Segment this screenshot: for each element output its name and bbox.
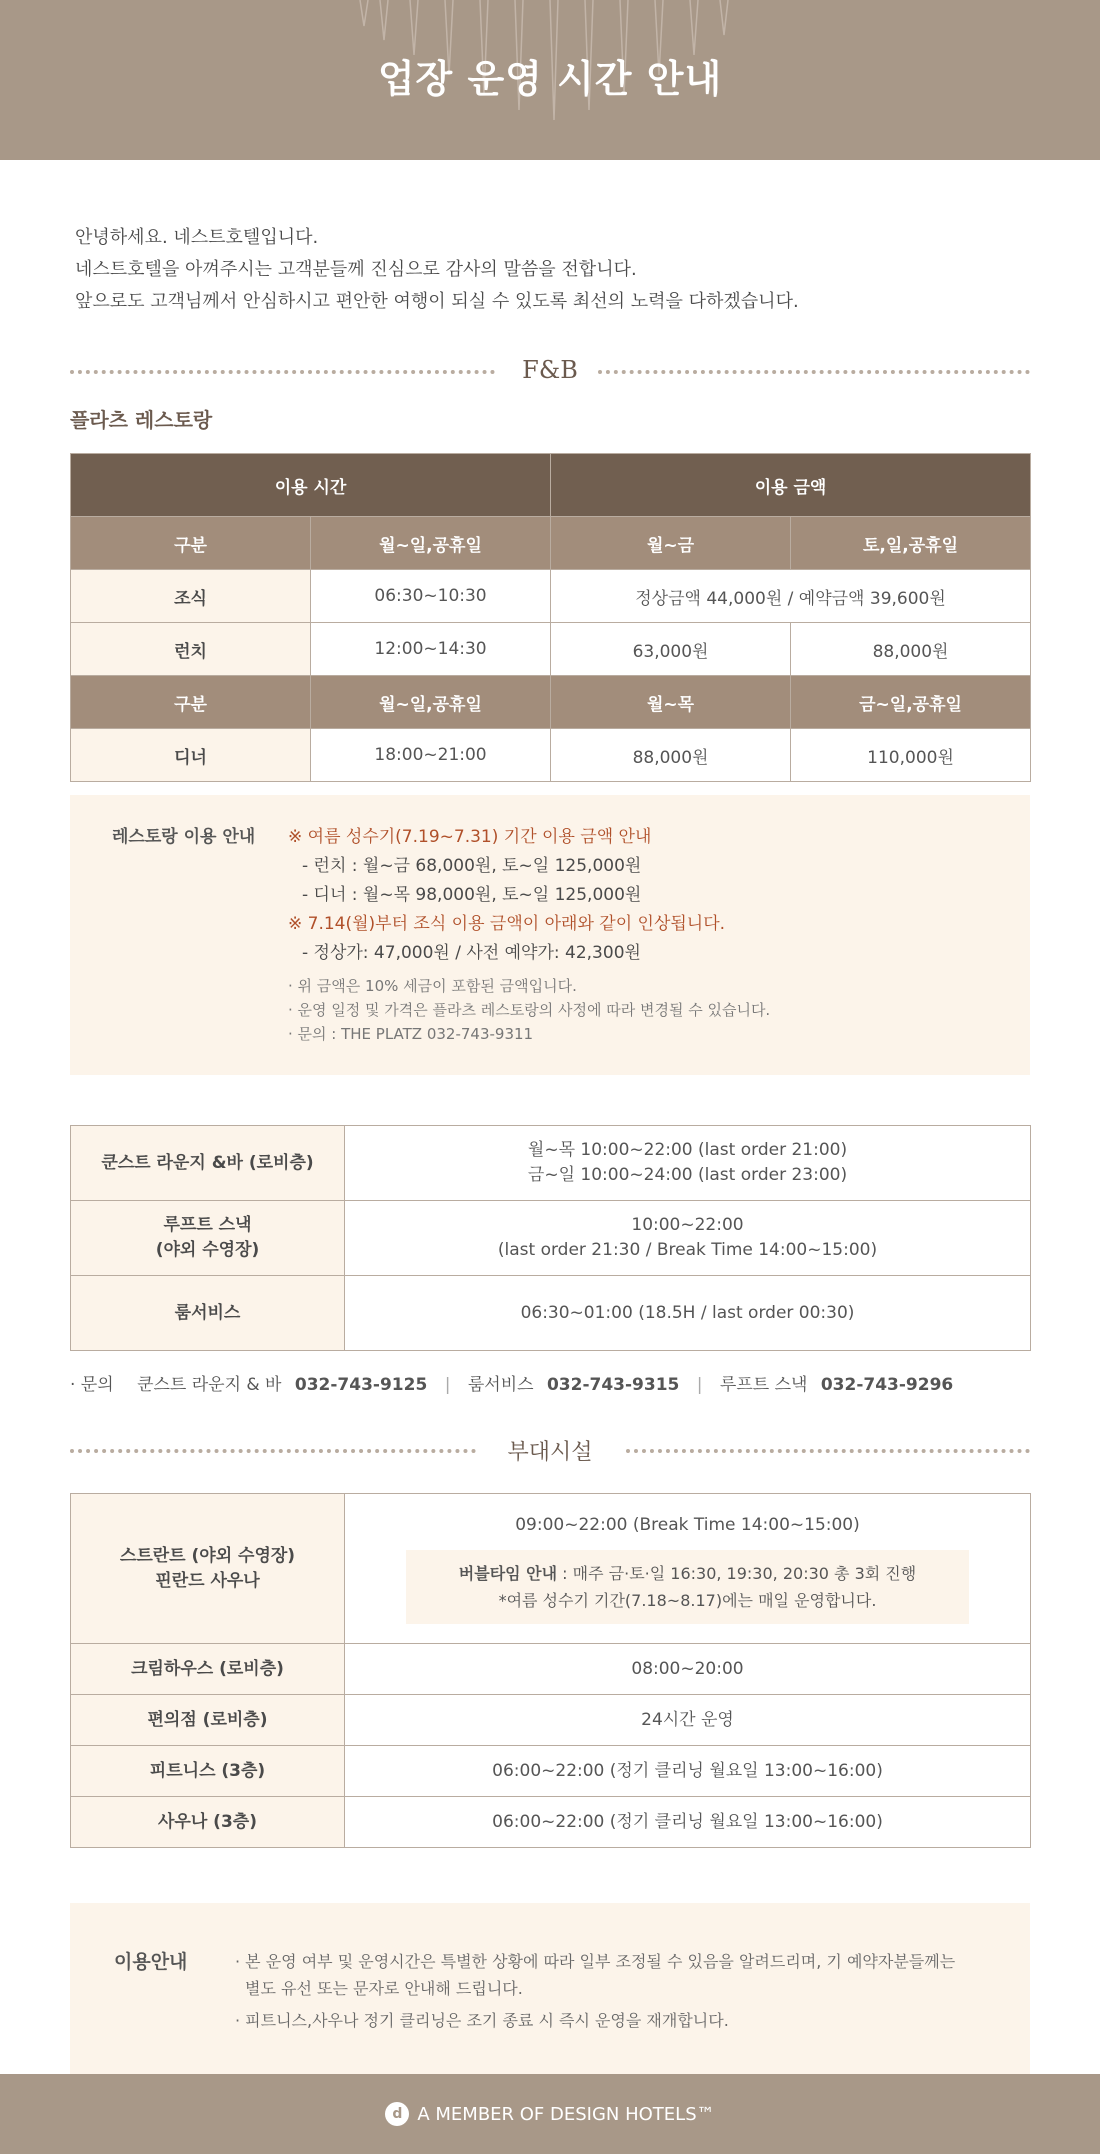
usage-notes bbox=[235, 1948, 955, 2039]
breakfast-price: - 정상가: 47,000원 / 사전 예약가: 42,300원 bbox=[302, 943, 641, 963]
section-divider-fnb bbox=[70, 356, 1030, 386]
service-hours-line: 금~일 10:00~24:00 (last order 23:00) bbox=[527, 1165, 848, 1185]
header-time: 이용 시간 bbox=[71, 454, 551, 517]
design-hotels-logo-icon: d bbox=[385, 2102, 409, 2126]
facility-name: 크림하우스 (로비층) bbox=[71, 1644, 345, 1695]
summer-notice: ※ 여름 성수기(7.19~7.31) 기간 이용 금액 안내 bbox=[288, 827, 652, 847]
header-banner bbox=[0, 0, 1100, 160]
service-hours bbox=[345, 1126, 1031, 1201]
facility-hours: 06:00~22:00 (정기 클리닝 월요일 13:00~16:00) bbox=[345, 1746, 1031, 1797]
service-hours bbox=[345, 1201, 1031, 1276]
table-row bbox=[71, 623, 1031, 676]
table-row bbox=[71, 1644, 1031, 1695]
price-cell: 63,000원 bbox=[551, 623, 791, 676]
table-row bbox=[71, 1276, 1031, 1351]
usage-notes-label: 이용안내 bbox=[114, 1951, 188, 1973]
summer-dinner: - 디너 : 월~목 98,000원, 토~일 125,000원 bbox=[302, 885, 642, 905]
time-cell: 06:30~10:30 bbox=[311, 570, 551, 623]
price-cell: 88,000원 bbox=[551, 729, 791, 782]
usage-note-line: 별도 유선 또는 문자로 안내해 드립니다. bbox=[245, 1979, 523, 1998]
price-cell: 88,000원 bbox=[791, 623, 1031, 676]
intro-line: 안녕하세요. 네스트호텔입니다. bbox=[75, 227, 319, 248]
contact-phone[interactable]: 032-743-9125 bbox=[294, 1375, 428, 1395]
usage-note-item bbox=[235, 1948, 955, 2002]
table-row bbox=[71, 1797, 1031, 1848]
summer-lunch: - 런치 : 월~금 68,000원, 토~일 125,000원 bbox=[302, 856, 642, 876]
restaurant-notes-box bbox=[70, 795, 1030, 1075]
service-name: 룸서비스 bbox=[71, 1276, 345, 1351]
note-item: · 운영 일정 및 가격은 플라츠 레스토랑의 사정에 따라 변경될 수 있습니다. bbox=[288, 1001, 771, 1019]
contact-separator: | bbox=[444, 1375, 451, 1395]
facility-hours: 08:00~20:00 bbox=[345, 1644, 1031, 1695]
contact-label: · 문의 bbox=[70, 1375, 114, 1395]
col-weekend: 토,일,공휴일 bbox=[791, 517, 1031, 570]
usage-note-line: · 본 운영 여부 및 운영시간은 특별한 상황에 따라 일부 조정될 수 있음을 알려드리며, 기 예약자분들께는 bbox=[235, 1952, 956, 1971]
bubble-note: *여름 성수기 기간(7.18~8.17)에는 매일 운영합니다. bbox=[498, 1591, 877, 1610]
footer-text: A MEMBER OF DESIGN HOTELS™ bbox=[417, 2103, 715, 2125]
section-title-fnb: F&B bbox=[522, 356, 578, 384]
service-name-line: (야외 수영장) bbox=[155, 1240, 260, 1260]
breakfast-notice: ※ 7.14(월)부터 조식 이용 금액이 아래와 같이 인상됩니다. bbox=[288, 914, 726, 934]
service-hours-line: 10:00~22:00 bbox=[631, 1215, 744, 1235]
contact-name: 룸서비스 bbox=[467, 1375, 534, 1395]
table-row bbox=[71, 1126, 1031, 1201]
row-label: 런치 bbox=[71, 623, 311, 676]
col-type: 구분 bbox=[71, 676, 311, 729]
facility-name-line: 스트란트 (야외 수영장) bbox=[119, 1545, 296, 1566]
col-weekend: 금~일,공휴일 bbox=[791, 676, 1031, 729]
intro-line: 앞으로도 고객님께서 안심하시고 편안한 여행이 되실 수 있도록 최선의 노력을 다하겠습니다. bbox=[75, 291, 799, 312]
table-row bbox=[71, 1494, 1031, 1644]
service-name bbox=[71, 1201, 345, 1276]
contact-phone[interactable]: 032-743-9296 bbox=[820, 1375, 954, 1395]
table-row bbox=[71, 570, 1031, 623]
facility-name: 사우나 (3층) bbox=[71, 1797, 345, 1848]
facility-hours: 06:00~22:00 (정기 클리닝 월요일 13:00~16:00) bbox=[345, 1797, 1031, 1848]
facility-name: 피트니스 (3층) bbox=[71, 1746, 345, 1797]
footer bbox=[0, 2074, 1100, 2154]
contact-name: 쿤스트 라운지 & 바 bbox=[137, 1375, 282, 1395]
facility-name-line: 핀란드 사우나 bbox=[155, 1570, 260, 1591]
note-item: · 위 금액은 10% 세금이 포함된 금액입니다. bbox=[288, 977, 577, 995]
table-subheader-row bbox=[71, 676, 1031, 729]
page-title: 업장 운영 시간 안내 bbox=[377, 57, 723, 101]
price-cell: 정상금액 44,000원 / 예약금액 39,600원 bbox=[551, 570, 1031, 623]
service-hours-line: 월~목 10:00~22:00 (last order 21:00) bbox=[527, 1140, 848, 1160]
facility-hours bbox=[345, 1494, 1031, 1644]
col-weekday: 월~금 bbox=[551, 517, 791, 570]
service-hours: 06:30~01:00 (18.5H / last order 00:30) bbox=[345, 1276, 1031, 1351]
table-row bbox=[71, 1746, 1031, 1797]
time-cell: 18:00~21:00 bbox=[311, 729, 551, 782]
contact-separator: | bbox=[696, 1375, 703, 1395]
service-hours-line: (last order 21:30 / Break Time 14:00~15:00) bbox=[497, 1240, 878, 1260]
service-name-line: 루프트 스낵 bbox=[163, 1215, 252, 1235]
facilities-table bbox=[70, 1493, 1031, 1848]
contact-name: 루프트 스낵 bbox=[719, 1375, 808, 1395]
col-days: 월~일,공휴일 bbox=[311, 676, 551, 729]
table-row bbox=[71, 729, 1031, 782]
facility-hours-line: 09:00~22:00 (Break Time 14:00~15:00) bbox=[515, 1515, 860, 1535]
facility-name bbox=[71, 1494, 345, 1644]
services-table bbox=[70, 1125, 1031, 1351]
bubble-text: : 매주 금·토·일 16:30, 19:30, 20:30 총 3회 진행 bbox=[557, 1564, 917, 1583]
facility-hours: 24시간 운영 bbox=[345, 1695, 1031, 1746]
usage-note-item: · 피트니스,사우나 정기 클리닝은 조기 종료 시 즉시 운영을 재개합니다. bbox=[235, 2011, 729, 2030]
restaurant-name: 플라츠 레스토랑 bbox=[70, 408, 213, 432]
price-cell: 110,000원 bbox=[791, 729, 1031, 782]
restaurant-notes-label: 레스토랑 이용 안내 bbox=[112, 827, 256, 847]
col-days: 월~일,공휴일 bbox=[311, 517, 551, 570]
service-name: 쿤스트 라운지 &바 (로비층) bbox=[71, 1126, 345, 1201]
col-weekday: 월~목 bbox=[551, 676, 791, 729]
section-divider-facilities bbox=[70, 1435, 1030, 1465]
intro-line: 네스트호텔을 아껴주시는 고객분들께 진심으로 감사의 말씀을 전합니다. bbox=[75, 259, 637, 280]
bubble-label: 버블타임 안내 bbox=[458, 1564, 558, 1583]
note-item: · 문의 : THE PLATZ 032-743-9311 bbox=[288, 1025, 534, 1043]
time-cell: 12:00~14:30 bbox=[311, 623, 551, 676]
col-type: 구분 bbox=[71, 517, 311, 570]
table-header-row bbox=[71, 454, 1031, 517]
restaurant-notes bbox=[288, 823, 770, 1046]
restaurant-price-table bbox=[70, 453, 1031, 782]
bubble-time-box bbox=[406, 1550, 969, 1624]
facility-name: 편의점 (로비층) bbox=[71, 1695, 345, 1746]
header-price: 이용 금액 bbox=[551, 454, 1031, 517]
row-label: 디너 bbox=[71, 729, 311, 782]
contact-line bbox=[70, 1370, 953, 1395]
table-row bbox=[71, 1695, 1031, 1746]
intro-text bbox=[75, 222, 799, 318]
table-row bbox=[71, 1201, 1031, 1276]
section-title-facilities: 부대시설 bbox=[507, 1440, 593, 1465]
contact-phone[interactable]: 032-743-9315 bbox=[546, 1375, 680, 1395]
table-subheader-row bbox=[71, 517, 1031, 570]
row-label: 조식 bbox=[71, 570, 311, 623]
